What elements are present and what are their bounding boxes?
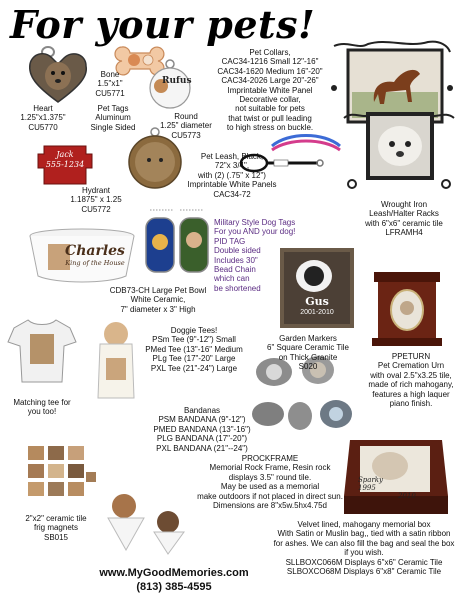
garden-marker-text: Gus 2001-2010 <box>300 295 334 316</box>
bandana-dogs-image <box>104 492 190 558</box>
dog-tags-caption: Military Style Dog Tags For you AND your dog! PID TAG Double sided Includes 30" Bead Chain which can be shortened <box>214 218 296 293</box>
contact-block <box>86 566 262 594</box>
urn-caption: PPETURN Pet Cremation Urn with oval 2.5"x3.25 tile, made of rich mahogany, features a high laquer piano finish. <box>368 352 454 409</box>
pet-tags-caption: Pet Tags Aluminum Single Sided <box>90 104 136 132</box>
magnets-caption: 2"x2" ceramic tile frig magnets SB015 <box>25 514 87 542</box>
website-link[interactable]: www.MyGoodMemories.com <box>99 567 249 579</box>
round-tag-caption: Round 1.25" diameter CU5773 <box>160 112 212 140</box>
tshirt-image <box>6 316 78 386</box>
rock-frame-caption: PROCKFRAME Memorial Rock Frame, Resin rock displays 3.5" round tile. May be used as a memorial make outdoors if not placed in direct sun. Dimensions are 8"x5w.5hx4.75d <box>197 454 343 511</box>
phone-number: (813) 385-4595 <box>136 581 212 593</box>
page-title: For your pets! <box>10 2 316 47</box>
doggie-tee-image <box>92 320 140 404</box>
dog-tags-image <box>142 208 212 278</box>
cremation-urn-image <box>370 268 444 348</box>
wrought-iron-frame-image <box>342 108 456 198</box>
matching-tee-caption: Matching tee for you too! <box>13 398 71 417</box>
hydrant-tag-text: Jack 555-1234 <box>45 150 85 169</box>
bowl-text: Charles King of the House <box>65 243 125 267</box>
hydrant-tag-caption: Hydrant 1.1875" x 1.25 CU5772 <box>70 186 122 214</box>
garden-marker-caption: Garden Markers 6" Square Ceramic Tile on Thick Granite S020 <box>267 334 349 372</box>
bandanas-caption: Bandanas PSM BANDANA (9"-12") PMED BANDANA (13"-16") PLG BANDANA (17"-20") PXL BANDANA (21"--24") <box>153 406 251 453</box>
doggie-tees-caption: Doggie Tees! PSm Tee (9"-12") Small PMed Tee (13"-16" Medium PLg Tee (17"-20" Large PXL Tee (21"-24") Large <box>145 326 243 373</box>
round-tag-name: Rufus <box>162 76 192 86</box>
bone-tag-caption: Bone 1.5"x1" CU5771 <box>95 70 125 98</box>
memorial-box-caption: Velvet lined, mahogany memorial box With Satin or Muslin bag,, tied with a satin ribbon for ashes. We can also fill the bag and seal the box if you wish. SLLBOXC066M Displays 6"x6" Ceramic Tile SLBOXCO68M Displays 6"x8" Ceramic Tile <box>273 520 455 577</box>
memorial-box-text: Sparky 1995 2010 <box>358 476 416 500</box>
wrought-iron-caption: Wrought Iron Leash/Halter Racks with 6"x6" ceramic tile LFRAMH4 <box>365 200 443 238</box>
leash-caption: Pet Leash, Black, 72"x 3/4", with (2) (.75" x 12") Imprintable White Panels CAC34-72 <box>187 152 277 199</box>
heart-tag-caption: Heart 1.25"x1.375" CU5770 <box>20 104 66 132</box>
magnets-image <box>26 444 98 510</box>
collars-caption: Pet Collars, CAC34-1216 Small 12"-16" CAC34-1620 Medium 16"-20" CAC34-2026 Large 20"-26" Imprintable White Panel Decorative collar, not suitable for pets that twist or pull leading to high stress on buckle. <box>217 48 323 133</box>
bowl-caption: CDB73-CH Large Pet Bowl White Ceramic, 7" diameter x 3" High <box>109 286 207 314</box>
